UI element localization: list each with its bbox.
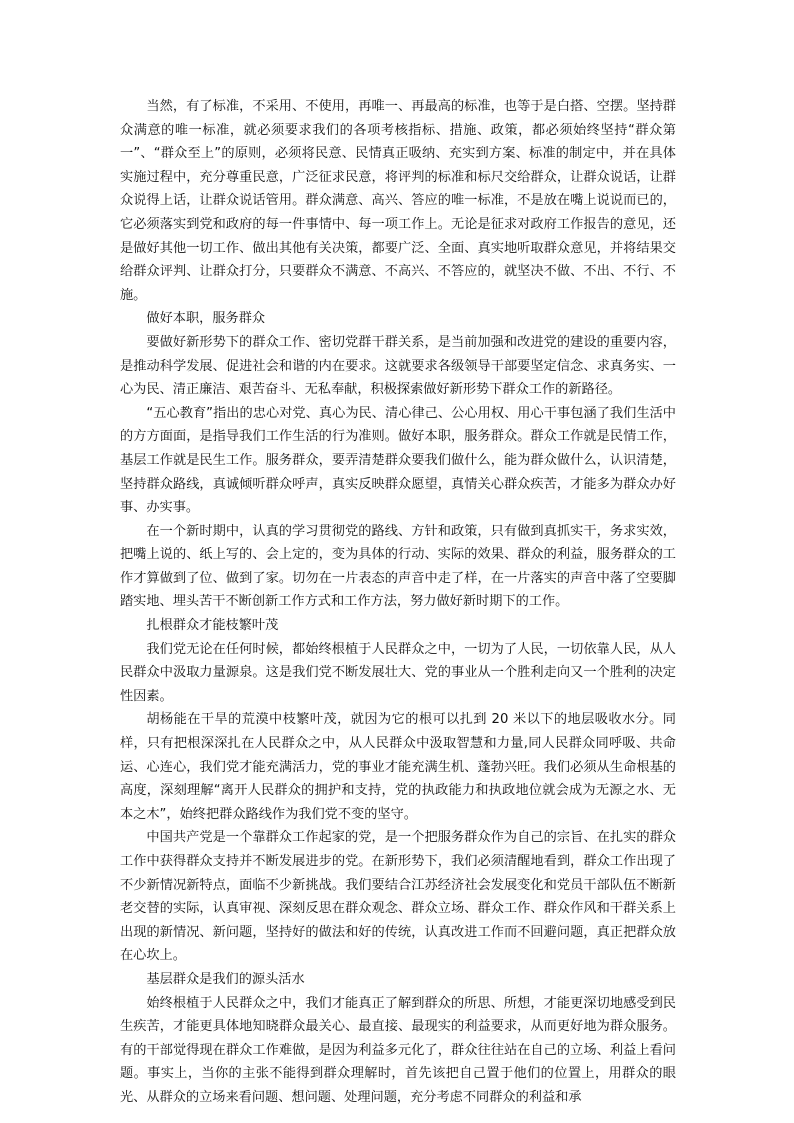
paragraph-new-situation: 要做好新形势下的群众工作、密切党群干群关系，是当前加强和改进党的建设的重要内容，是推动科学发展、促进社会和谐的内在要求。这就要求各级领导干部要坚定信念、求真务实、一心为民、清正廉洁、艰苦奋斗、无私奉献，积极探索做好新形势下群众工作的新路径。 (120, 334, 676, 398)
paragraph-five-hearts: “五心教育”指出的忠心对党、真心为民、清心律己、公心用权、用心干事包涵了我们生活中的方方面面，是指导我们工作生活的行为准则。做好本职，服务群众。群众工作就是民情工作，基层工作就是民生工作。服务群众，要弄清楚群众要我们做什么，能为群众做什么，认识清楚，坚持群众路线，真诚倾听群众呼声，真实反映群众愿望，真情关心群众疾苦，才能多为群众办好事、办实事。 (120, 405, 676, 516)
paragraph-new-period: 在一个新时期中，认真的学习贯彻党的路线、方针和政策，只有做到真抓实干，务求实效，把嘴上说的、纸上写的、会上定的，变为具体的行动、实际的效果、群众的利益，服务群众的工作才算做到了位、做到了家。切勿在一片表态的声音中走了样，在一片落实的声音中落了空要脚踏实地、埋头苦干不断创新工作方式和工作方法，努力做好新时期下的工作。 (120, 523, 676, 610)
paragraph-populus: 胡杨能在干旱的荒漠中枝繁叶茂，就因为它的根可以扎到 20 米以下的地层吸收水分。同样，只有把根深深扎在人民群众之中，从人民群众中汲取智慧和力量,同人民群众同呼吸、共命运、心连心，我们党才能充满活力，党的事业才能充满生机、蓬勃兴旺。我们必须从生命根基的高度，深刻理解“离开人民群众的拥护和支持，党的执政能力和执政地位就会成为无源之水、无本之木”，始终把群众路线作为我们党不变的坚守。 (120, 712, 676, 822)
paragraph-party-rooted: 我们党无论在任何时候，都始终根植于人民群众之中，一切为了人民，一切依靠人民，从人民群众中汲取力量源泉。这是我们党不断发展壮大、党的事业从一个胜利走向又一个胜利的决定性因素。 (120, 641, 676, 704)
paragraph-grassroots: 始终根植于人民群众之中，我们才能真正了解到群众的所思、所想，才能更深切地感受到民生疾苦，才能更具体地知晓群众最关心、最直接、最现实的利益要求，从而更好地为群众服务。有的干部觉得现在群众工作难做，是因为利益多元化了，群众往往站在自己的立场、利益上看问题。事实上，当你的主张不能得到群众理解时，首先该把自己置于他们的位置上，用群众的眼光、从群众的立场来看问题、想问题、处理问题，充分考虑不同群众的利益和承 (120, 995, 676, 1105)
paragraph-standard: 当然，有了标准，不采用、不使用，再唯一、再最高的标准，也等于是白搭、空摆。坚持群众满意的唯一标准，就必须要求我们的各项考核指标、措施、政策，都必须始终坚持“群众第一”、“群众至上”的原则，必须将民意、民情真正吸纳、充实到方案、标准的制定中，并在具体实施过程中，充分尊重民意，广泛征求民意，将评判的标准和标尺交给群众，让群众说话，让群众说得上话，让群众说话管用。群众满意、高兴、答应的唯一标准，不是放在嘴上说说而已的，它必须落实到党和政府的每一件事情中、每一项工作上。无论是征求对政府工作报告的意见，还是做好其他一切工作、做出其他有关决策，都要广泛、全面、真实地听取群众意见，并将结果交给群众评判、让群众打分，只要群众不满意、不高兴、不答应的，就坚决不做、不出、不行、不施。 (120, 99, 676, 303)
document-page (120, 95, 676, 1110)
paragraph-cpc-mass-work: 中国共产党是一个靠群众工作起家的党，是一个把服务群众作为自己的宗旨、在扎实的群众工作中获得群众支持并不断发展进步的党。在新形势下，我们必须清醒地看到，群众工作出现了不少新情况新特点，面临不少新挑战。我们要结合江苏经济社会发展变化和党员干部队伍不断新老交替的实际，认真审视、深刻反思在群众观念、群众立场、群众工作、群众作风和干群关系上出现的新情况、新问题，坚持好的做法和好的传统，认真改进工作而不回避问题，真正把群众放在心坎上。 (120, 830, 676, 964)
section-heading-root-in-masses: 扎根群众才能枝繁叶茂 (146, 618, 279, 634)
section-heading-grassroots: 基层群众是我们的源头活水 (146, 971, 305, 987)
section-heading-serve-masses: 做好本职，服务群众 (146, 311, 266, 327)
